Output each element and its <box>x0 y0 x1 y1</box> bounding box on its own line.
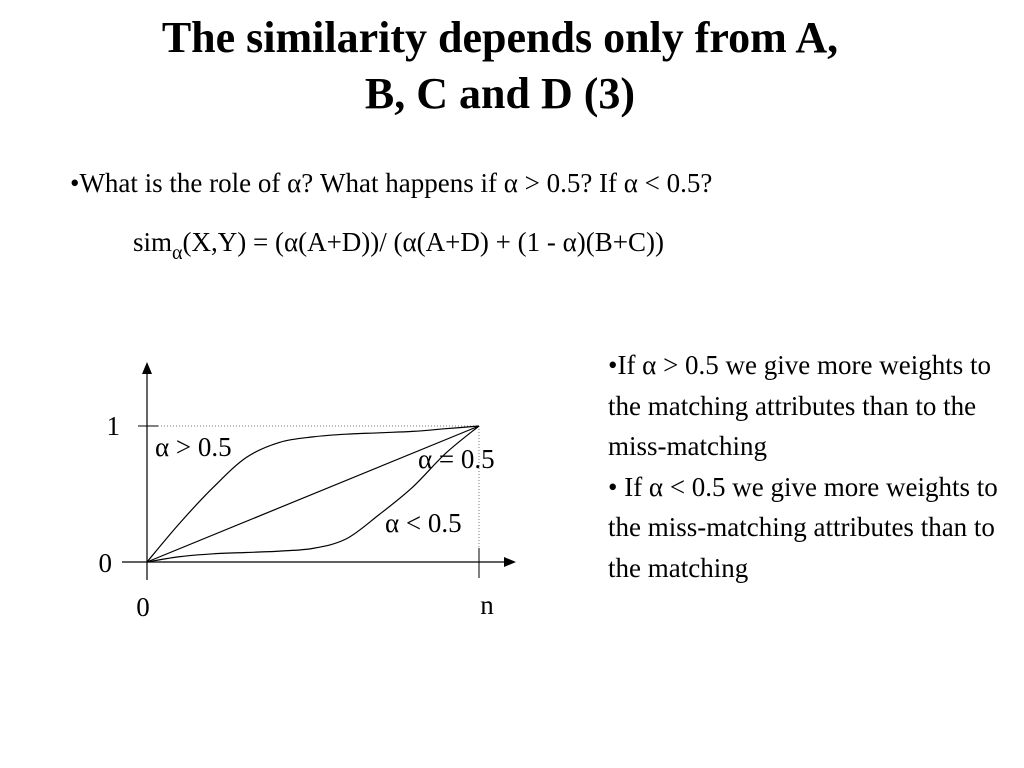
formula-expression: (X,Y) = (α(A+D))/ (α(A+D) + (1 - α)(B+C)) <box>182 227 664 257</box>
formula-name: sim <box>133 227 173 257</box>
x-tick-label-n: n <box>480 590 494 620</box>
series-label-alpha-greater-0-5: α > 0.5 <box>155 432 232 462</box>
explanation-bullet-alpha-less: • If α < 0.5 we give more weights to the miss-matching attributes than to the matching <box>608 471 998 583</box>
slide-title-line-1: The similarity depends only from A, <box>161 13 839 62</box>
formula-subscript: α <box>172 242 183 264</box>
explanation-bullet-alpha-greater: •If α > 0.5 we give more weights to the matching attributes than to the miss-matching <box>608 350 991 462</box>
x-tick-label-0: 0 <box>136 592 150 622</box>
question-bullet: •What is the role of α? What happens if α > 0.5? If α < 0.5? <box>70 168 713 198</box>
series-label-alpha-less-0-5: α < 0.5 <box>385 508 462 538</box>
explanation-text <box>608 345 1008 589</box>
y-tick-label-1: 1 <box>106 411 120 441</box>
y-tick-label-0: 0 <box>98 548 112 578</box>
slide-title-line-2: B, C and D (3) <box>364 69 636 118</box>
y-axis-arrow <box>142 362 152 374</box>
x-axis-arrow <box>504 557 516 567</box>
series-label-alpha-equal-0-5: α = 0.5 <box>418 444 495 474</box>
